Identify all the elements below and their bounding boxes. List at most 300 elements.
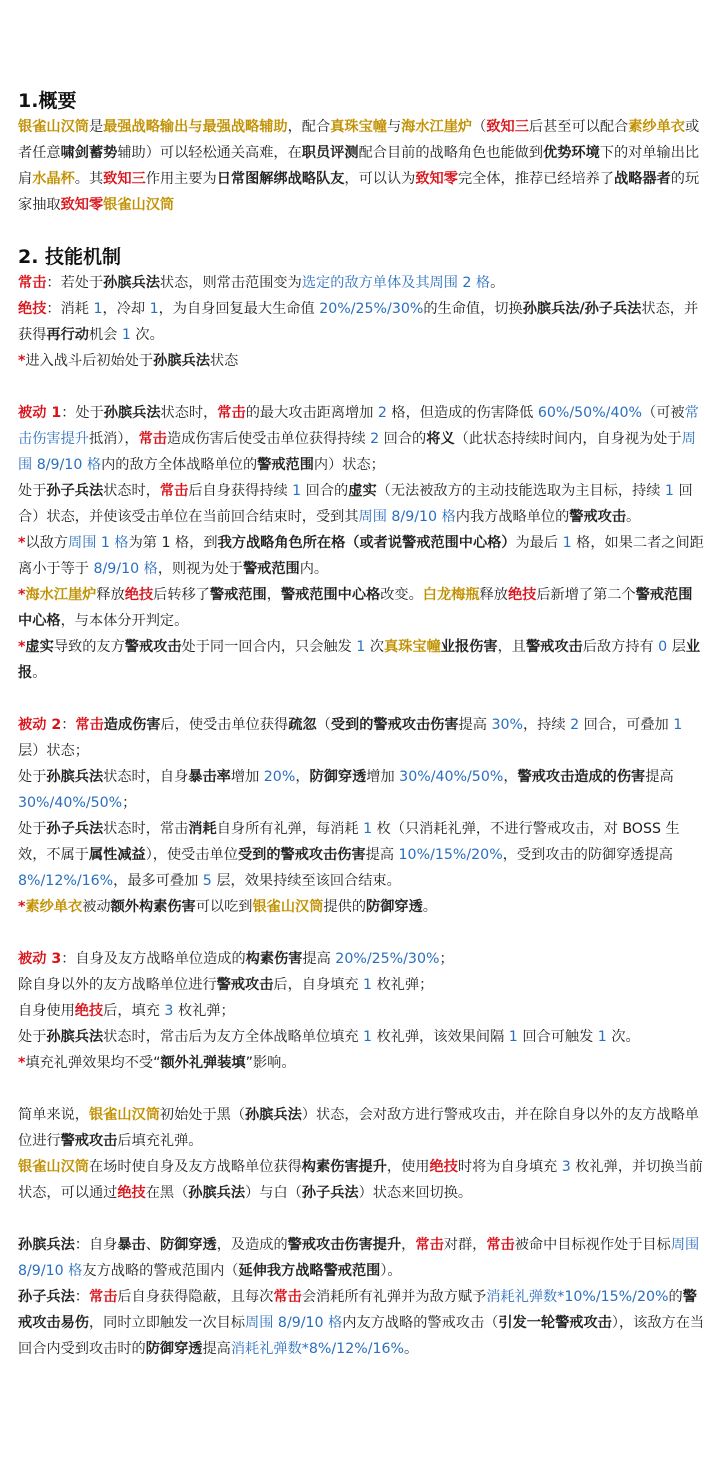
value-text: 2 xyxy=(377,405,387,421)
text-run: 导致的友方 xyxy=(53,639,125,655)
text-run: ，可以认为 xyxy=(344,171,416,187)
text-run: 为第 1 格，到 xyxy=(128,535,218,551)
paragraph xyxy=(18,972,706,998)
text-run: （ xyxy=(472,119,487,135)
value-text: 周围 8/9/10 格 xyxy=(18,1237,700,1279)
bold-term: 防御穿透 xyxy=(309,769,367,785)
text-run: ， xyxy=(295,769,310,785)
bold-term: 构素伤害提升 xyxy=(301,1159,387,1175)
text-run: 完全体，推荐已经培养了 xyxy=(457,171,615,187)
text-run: 状态 xyxy=(209,353,239,369)
text-run: 内我方战略单位的 xyxy=(455,509,570,525)
paragraph xyxy=(18,1024,706,1050)
value-text: 2 xyxy=(370,431,380,447)
text-run: ），该敌方在当回合内受到攻击时的 xyxy=(18,1315,705,1357)
text-run: ，冷却 xyxy=(102,301,150,317)
skill-term: 常击 xyxy=(273,1289,302,1305)
text-run: 后，自身填充 xyxy=(273,977,364,993)
paragraph xyxy=(18,1284,706,1362)
bold-term: 孙子兵法 xyxy=(301,1185,359,1201)
bold-term: 孙膑兵法 xyxy=(18,1237,75,1253)
text-run: 的 xyxy=(668,1289,683,1305)
bold-term: 防御穿透 xyxy=(145,1341,203,1357)
bold-term: 优势环境 xyxy=(543,145,600,161)
text-run: 初始处于黑（ xyxy=(159,1107,246,1123)
paragraph xyxy=(18,894,706,920)
value-text: 1 xyxy=(292,483,302,499)
text-run: 提高 xyxy=(302,951,336,967)
text-run: 提高 xyxy=(458,717,492,733)
text-run: ：自身及友方战略单位造成的 xyxy=(61,951,246,967)
bold-term: 警戒范围中心格 xyxy=(280,587,381,603)
value-text: 5 xyxy=(202,873,212,889)
text-run: ）。 xyxy=(380,1263,402,1279)
paragraph xyxy=(18,764,706,816)
item-name: 银雀山汉筒 xyxy=(18,119,89,135)
text-run: 提供的 xyxy=(323,899,367,915)
bold-term: 受到的警戒攻击伤害 xyxy=(330,717,459,733)
value-text: 周围 1 格 xyxy=(68,535,129,551)
bold-term: 孙膑兵法 xyxy=(153,353,210,369)
bold-term: 业报伤害 xyxy=(440,639,498,655)
text-run: ，持续 xyxy=(522,717,571,733)
text-run: 或者任意 xyxy=(18,119,700,161)
text-run: （无法被敌方的主动技能选取为主目标，持续 xyxy=(376,483,665,499)
text-run: 自身使用 xyxy=(18,1003,75,1019)
text-run: 造成伤害后使受击单位获得持续 xyxy=(167,431,371,447)
skill-term: 常击 xyxy=(75,717,104,733)
skill-term: * xyxy=(18,353,26,369)
skill-term: 绝技 xyxy=(429,1159,458,1175)
item-name: 素纱单衣 xyxy=(25,899,83,915)
value-text: 3 xyxy=(561,1159,571,1175)
skill-term: 被动 1 xyxy=(18,405,62,421)
value-text: 1 xyxy=(508,1029,518,1045)
spacer xyxy=(18,374,706,400)
value-text: 1 xyxy=(562,535,572,551)
spacer xyxy=(18,1076,706,1102)
skill-term: 绝技 xyxy=(117,1185,146,1201)
value-text: 30%/40%/50% xyxy=(399,769,504,785)
text-run: ：自身 xyxy=(74,1237,118,1253)
item-name: 海水江崖炉 xyxy=(401,119,473,135)
text-run: 。其 xyxy=(74,171,104,187)
text-run: ， xyxy=(503,769,518,785)
text-run: ，配合 xyxy=(287,119,331,135)
bold-term: 造成伤害 xyxy=(103,717,161,733)
text-run: 机会 xyxy=(88,327,122,343)
paragraph xyxy=(18,1232,706,1284)
bold-term: 孙膑兵法 xyxy=(245,1107,302,1123)
text-run: 后，填充 xyxy=(103,1003,165,1019)
bold-term: 警戒攻击 xyxy=(216,977,274,993)
text-run: 是 xyxy=(88,119,104,135)
text-run: 后敌方持有 xyxy=(582,639,659,655)
text-run: 次 xyxy=(365,639,385,655)
bold-term: 防御穿透 xyxy=(366,899,423,915)
text-run: 后转移了 xyxy=(153,587,210,603)
skill-term: 绝技 xyxy=(74,1003,104,1019)
text-run: ， xyxy=(401,1237,416,1253)
text-run: 枚礼弹； xyxy=(372,977,434,993)
text-run: ，使用 xyxy=(386,1159,430,1175)
bold-term: 孙膑兵法 xyxy=(46,769,104,785)
spacer xyxy=(18,920,706,946)
paragraph xyxy=(18,348,706,374)
text-run: ：处于 xyxy=(61,405,104,421)
text-run: 友方战略的警戒范围内（ xyxy=(82,1263,239,1279)
value-text: 60%/50%/40% xyxy=(537,405,642,421)
text-run: 状态时， xyxy=(160,405,218,421)
text-run: 处于 xyxy=(18,769,47,785)
bold-term: 虚实 xyxy=(25,639,54,655)
bold-term: 孙子兵法 xyxy=(46,483,104,499)
value-text: 8%/12%/16% xyxy=(18,873,114,889)
bold-term: 再行动 xyxy=(46,327,89,343)
paragraph xyxy=(18,270,706,296)
value-text: 周围 8/9/10 格 xyxy=(358,509,456,525)
text-run: 的最大攻击距离增加 xyxy=(245,405,378,421)
item-name: 真珠宝幢 xyxy=(330,119,387,135)
bold-term: 孙子兵法 xyxy=(18,1289,75,1305)
text-run: 提高 xyxy=(645,769,674,785)
text-run: 改变。 xyxy=(380,587,423,603)
item-name: 白龙梅瓶 xyxy=(422,587,480,603)
text-run: 状态时， xyxy=(103,483,160,499)
skill-term: 被动 3 xyxy=(18,951,62,967)
value-text: 3 xyxy=(164,1003,174,1019)
item-name: 真珠宝幢 xyxy=(384,639,441,655)
text-run: 的生命值，切换 xyxy=(423,301,523,317)
paragraph xyxy=(18,582,706,634)
value-text: 1 xyxy=(597,1029,607,1045)
item-name: 最强战略输出与最强战略辅助 xyxy=(103,119,288,135)
text-run: 可以吃到 xyxy=(195,899,253,915)
paragraph xyxy=(18,114,706,218)
text-run: ）与白（ xyxy=(245,1185,302,1201)
text-run: 回合，可叠加 xyxy=(579,717,674,733)
text-run: 的玩家抽取 xyxy=(18,171,700,213)
skill-term: 被动 2 xyxy=(18,717,62,733)
bold-term: 警戒范围 xyxy=(209,587,267,603)
text-run: ，最多可叠加 xyxy=(113,873,203,889)
value-text: 1 xyxy=(149,301,159,317)
text-run: ”影响。 xyxy=(245,1055,296,1071)
text-run: 时将为自身填充 xyxy=(457,1159,562,1175)
value-text: 1 xyxy=(363,821,373,837)
paragraph xyxy=(18,946,706,972)
text-run: ，则视为处于 xyxy=(157,561,243,577)
skill-term: 致知三 xyxy=(103,171,146,187)
text-run: 内）状态； xyxy=(313,457,385,473)
text-run: 填充礼弹效果均不受“ xyxy=(25,1055,161,1071)
paragraph xyxy=(18,400,706,478)
text-run: 在场时使自身及友方战略单位获得 xyxy=(88,1159,302,1175)
skill-term: 绝技 xyxy=(124,587,154,603)
text-run: （ xyxy=(316,717,331,733)
text-run: ，与本体分开判定。 xyxy=(60,613,189,629)
text-run: 抵消）， xyxy=(88,431,139,447)
paragraph xyxy=(18,712,706,764)
text-run: 回合的 xyxy=(301,483,349,499)
skill-term: * xyxy=(18,639,26,655)
text-run: 释放 xyxy=(96,587,125,603)
skill-term: 常击 xyxy=(138,431,167,447)
item-name: 银雀山汉筒 xyxy=(252,899,324,915)
bold-term: 警戒攻击造成的伤害 xyxy=(517,769,646,785)
text-run: 进入战斗后初始处于 xyxy=(25,353,154,369)
paragraph xyxy=(18,634,706,686)
bold-term: 孙膑兵法 xyxy=(103,405,161,421)
text-run: ，及造成的 xyxy=(216,1237,288,1253)
bold-term: 暴击率 xyxy=(188,769,231,785)
bold-term: 孙膑兵法 xyxy=(103,275,160,291)
text-run: 枚（只消耗礼弹，不进行警戒攻击，对 BOSS 生效，不属于 xyxy=(18,821,680,863)
text-run: 状态时，常击 xyxy=(103,821,189,837)
text-run: 内。 xyxy=(299,561,329,577)
text-run: ：消耗 xyxy=(46,301,94,317)
skill-term: 致知零 xyxy=(60,197,104,213)
bold-term: 孙膑兵法/孙子兵法 xyxy=(522,301,642,317)
text-run: ），使受击单位 xyxy=(145,847,238,863)
bold-term: 职员评测 xyxy=(301,145,359,161)
text-run: 枚礼弹； xyxy=(173,1003,235,1019)
skill-term: 常击 xyxy=(486,1237,515,1253)
bold-term: 构素伤害 xyxy=(245,951,303,967)
text-run: 作用主要为 xyxy=(145,171,217,187)
skill-term: 绝技 xyxy=(507,587,537,603)
value-text: 30% xyxy=(491,717,523,733)
section-heading: 2. 技能机制 xyxy=(18,246,122,268)
text-run: ）状态，会对敌方进行警戒攻击，并在除自身以外的友方战略单位进行 xyxy=(18,1107,700,1149)
text-run: 处于 xyxy=(18,1029,47,1045)
item-name: 素纱单衣 xyxy=(628,119,685,135)
bold-term: 将义 xyxy=(426,431,455,447)
text-run: 次。 xyxy=(130,327,164,343)
bold-term: 警戒攻击 xyxy=(124,639,182,655)
text-run: 以敌方 xyxy=(25,535,68,551)
skill-term: * xyxy=(18,1055,26,1071)
bold-term: 警戒范围 xyxy=(257,457,314,473)
bold-term: 额外礼弹装填 xyxy=(160,1055,246,1071)
text-run: 自身所有礼弹，每消耗 xyxy=(216,821,364,837)
text-run: 格，如果二者之间距离小于等于 xyxy=(18,535,704,577)
text-run: 后，使受击单位获得 xyxy=(160,717,289,733)
bold-term: 警戒范围中心格 xyxy=(18,587,693,629)
bold-term: 额外构素伤害 xyxy=(110,899,196,915)
value-text: 周围 8/9/10 格 xyxy=(18,431,696,473)
bold-term: 延伸我方战略警戒范围 xyxy=(238,1263,381,1279)
text-run: 。 xyxy=(404,1341,419,1357)
text-run: 、 xyxy=(145,1237,160,1253)
spacer xyxy=(18,686,706,712)
item-name: 银雀山汉筒 xyxy=(18,1159,89,1175)
text-run: （此状态持续时间内，自身视为处于 xyxy=(454,431,682,447)
value-text: 20% xyxy=(263,769,296,785)
text-run: 后新增了第二个 xyxy=(536,587,636,603)
text-run: 释放 xyxy=(479,587,508,603)
text-run: ，同时立即触发一次目标 xyxy=(88,1315,246,1331)
text-run: 在黑（ xyxy=(145,1185,189,1201)
skill-term: 常击 xyxy=(18,275,47,291)
text-run: ：若处于 xyxy=(46,275,104,291)
bold-term: 日常图解绑战略队友 xyxy=(216,171,345,187)
text-run: 对群， xyxy=(443,1237,487,1253)
text-run: 后填充礼弹。 xyxy=(117,1133,203,1149)
bold-term: 孙膑兵法 xyxy=(46,1029,104,1045)
text-run: 后甚至可以配合 xyxy=(528,119,629,135)
value-text: 1 xyxy=(356,639,366,655)
text-run: 次。 xyxy=(606,1029,640,1045)
paragraph xyxy=(18,1154,706,1206)
text-run: ， xyxy=(266,587,281,603)
skill-term: 常击 xyxy=(88,1289,118,1305)
skill-term: * xyxy=(18,899,26,915)
value-text: 消耗礼弹数*8%/12%/16% xyxy=(230,1341,405,1357)
paragraph xyxy=(18,1050,706,1076)
item-name: 海水江崖炉 xyxy=(25,587,97,603)
text-run: 状态，并获得 xyxy=(18,301,699,343)
text-run: 下的对单输出比肩 xyxy=(18,145,700,187)
text-run: ，为自身回复最大生命值 xyxy=(158,301,320,317)
bold-term: 属性减益 xyxy=(88,847,146,863)
skill-term: * xyxy=(18,535,26,551)
paragraph xyxy=(18,478,706,530)
text-run: 被命中目标视作处于目标 xyxy=(514,1237,671,1253)
text-run: 提高 xyxy=(365,847,399,863)
text-run: ，受到攻击的防御穿透提高 xyxy=(502,847,673,863)
value-text: 1 xyxy=(664,483,674,499)
text-run: 辅助）可以轻松通关高难，在 xyxy=(117,145,302,161)
spacer xyxy=(18,218,706,244)
text-run: 内友方战略的警戒攻击（ xyxy=(342,1315,499,1331)
item-name: 水晶杯 xyxy=(32,171,75,187)
text-run: 为最后 xyxy=(515,535,563,551)
text-run: 层，效果持续至该回合结束。 xyxy=(211,873,401,889)
value-text: 1 xyxy=(363,977,373,993)
text-run: 后自身获得隐蔽，且每次 xyxy=(117,1289,274,1305)
text-run: 。 xyxy=(422,899,437,915)
skill-term: 常击 xyxy=(415,1237,444,1253)
value-text: 20%/25%/30% xyxy=(335,951,440,967)
value-text: 1 xyxy=(93,301,103,317)
value-text: 周围 8/9/10 格 xyxy=(245,1315,343,1331)
skill-term: 常击 xyxy=(159,483,189,499)
paragraph xyxy=(18,296,706,348)
bold-term: 警戒攻击 xyxy=(525,639,583,655)
bold-term: 孙膑兵法 xyxy=(188,1185,246,1201)
bold-term: 啸剑蓄势 xyxy=(60,145,118,161)
bold-term: 我方战略角色所在格（或者说警戒范围中心格） xyxy=(217,535,516,551)
text-run: ； xyxy=(439,951,454,967)
value-text: 1 xyxy=(673,717,683,733)
bold-term: 虚实 xyxy=(348,483,377,499)
paragraph xyxy=(18,998,706,1024)
text-run: 增加 xyxy=(366,769,400,785)
text-run: ； xyxy=(122,795,137,811)
text-run: 枚礼弹，该效果间隔 xyxy=(372,1029,509,1045)
value-text: 8/9/10 格 xyxy=(93,561,158,577)
value-text: 选定的敌方单体及其周围 2 格 xyxy=(301,275,491,291)
spacer xyxy=(18,1206,706,1232)
value-text: 常击伤害提升 xyxy=(18,405,699,447)
text-run: 提高 xyxy=(202,1341,231,1357)
text-run: 枚礼弹，并切换当前状态，可以通过 xyxy=(18,1159,703,1201)
text-run: ： xyxy=(74,1289,89,1305)
item-name: 银雀山汉筒 xyxy=(88,1107,160,1123)
section-heading: 1.概要 xyxy=(18,90,77,112)
bold-term: 防御穿透 xyxy=(159,1237,217,1253)
text-run: 增加 xyxy=(230,769,264,785)
text-run: 处于 xyxy=(18,821,47,837)
skill-term: 常击 xyxy=(217,405,246,421)
text-run: 状态时，自身 xyxy=(103,769,189,785)
skill-term: * xyxy=(18,587,26,603)
paragraph xyxy=(18,1102,706,1154)
text-run: 。 xyxy=(626,509,641,525)
text-run: ，且 xyxy=(497,639,526,655)
skill-term: 致知零 xyxy=(415,171,458,187)
paragraph xyxy=(18,530,706,582)
text-run: 与 xyxy=(386,119,402,135)
text-run: 格，但造成的伤害降低 xyxy=(386,405,538,421)
bold-term: 警戒范围 xyxy=(242,561,300,577)
text-run: 。 xyxy=(32,665,47,681)
bold-term: 暴击 xyxy=(117,1237,146,1253)
skill-term: 绝技 xyxy=(18,301,47,317)
skill-term: 致知三 xyxy=(486,119,529,135)
value-text: 消耗礼弹数*10%/15%/20% xyxy=(486,1289,669,1305)
value-text: 30%/40%/50% xyxy=(18,795,123,811)
text-run: 回合可触发 xyxy=(517,1029,598,1045)
bold-term: 警戒攻击 xyxy=(569,509,627,525)
bold-term: 警戒攻击易伤 xyxy=(18,1289,697,1331)
text-run: 层）状态； xyxy=(18,743,89,759)
text-run: 状态时，常击后为友方全体战略单位填充 xyxy=(103,1029,364,1045)
value-text: 10%/15%/20% xyxy=(398,847,503,863)
bold-term: 引发一轮警戒攻击 xyxy=(498,1315,612,1331)
bold-term: 业报 xyxy=(18,639,701,681)
bold-term: 孙子兵法 xyxy=(46,821,104,837)
text-run: ）状态来回切换。 xyxy=(358,1185,473,1201)
bold-term: 受到的警戒攻击伤害 xyxy=(237,847,366,863)
text-run: ： xyxy=(61,717,76,733)
value-text: 2 xyxy=(570,717,580,733)
text-run: 回合）状态，并使该受击单位在当前回合结束时，受到其 xyxy=(18,483,693,525)
text-run: 内的敌方全体战略单位的 xyxy=(101,457,258,473)
bold-term: 消耗 xyxy=(188,821,217,837)
bold-term: 战略器者 xyxy=(614,171,671,187)
text-run: 配合目前的战略角色也能做到 xyxy=(358,145,544,161)
text-run: （可被 xyxy=(642,405,685,421)
text-run: 简单来说， xyxy=(18,1107,89,1123)
text-run: 会消耗所有礼弹并为敌方赋予 xyxy=(301,1289,487,1305)
paragraph xyxy=(18,816,706,894)
value-text: 0 xyxy=(658,639,668,655)
value-text: 1 xyxy=(121,327,131,343)
text-run: 后自身获得持续 xyxy=(188,483,293,499)
text-run: 层 xyxy=(667,639,686,655)
value-text: 1 xyxy=(363,1029,373,1045)
text-run: 除自身以外的友方战略单位进行 xyxy=(18,977,217,993)
text-run: 状态，则常击范围变为 xyxy=(159,275,302,291)
text-run: 。 xyxy=(490,275,505,291)
bold-term: 疏忽 xyxy=(288,717,317,733)
text-run: 回合的 xyxy=(379,431,427,447)
text-run: 处于 xyxy=(18,483,47,499)
item-name: 银雀山汉筒 xyxy=(103,197,175,213)
text-run: 被动 xyxy=(82,899,111,915)
